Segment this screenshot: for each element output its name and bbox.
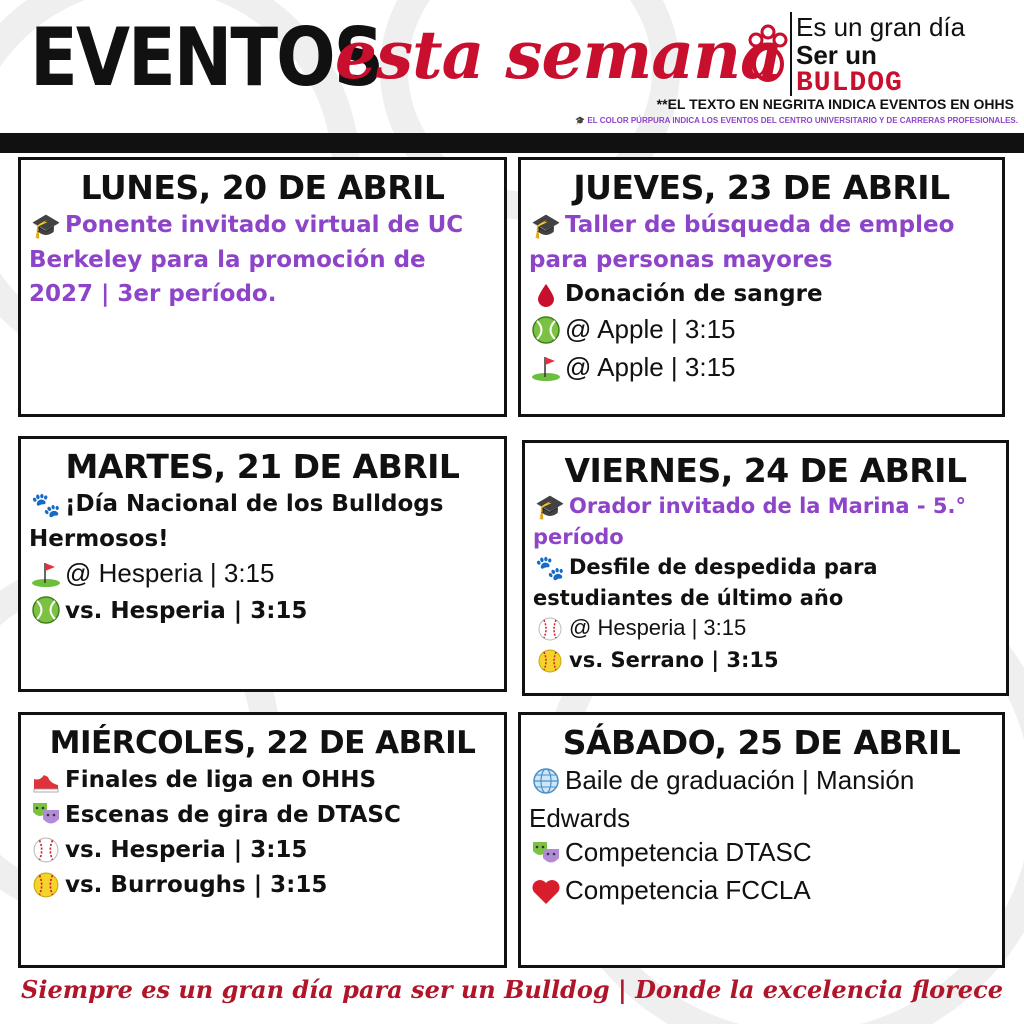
- event-item: [533, 552, 998, 613]
- event-text: @ Apple | 3:15: [565, 314, 736, 344]
- paw-prints-icon: 🐾: [535, 554, 565, 582]
- header-divider-bar: [0, 133, 1024, 153]
- event-item: [529, 835, 994, 873]
- event-text: Finales de liga en OHHS: [65, 767, 377, 793]
- event-item: [29, 798, 496, 833]
- event-item: [29, 594, 496, 629]
- day-title: SÁBADO, 25 DE ABRIL: [562, 723, 961, 762]
- day-card-wednesday: [18, 712, 507, 968]
- tennis-ball-icon: [529, 316, 563, 350]
- title-eventos: EVENTOS: [30, 10, 383, 105]
- logo-ser-un: Ser un: [796, 40, 877, 70]
- event-item: [29, 487, 496, 556]
- paw-prints-icon: 🐾: [31, 491, 61, 519]
- event-text: vs. Hesperia | 3:15: [65, 598, 308, 624]
- event-text: Competencia DTASC: [565, 837, 812, 867]
- event-text: Baile de graduación | Mansión Edwards: [529, 765, 915, 833]
- event-text: @ Hesperia | 3:15: [65, 558, 275, 588]
- day-card-thursday: [518, 157, 1005, 417]
- event-item: [29, 208, 496, 311]
- softball-icon: [29, 869, 63, 903]
- day-card-tuesday: [18, 436, 507, 692]
- event-text: Escenas de gira de DTASC: [65, 802, 401, 828]
- day-card-monday: [18, 157, 507, 417]
- event-item: [29, 868, 496, 903]
- event-text: Donación de sangre: [565, 281, 823, 307]
- bold-legend-note: **EL TEXTO EN NEGRITA INDICA EVENTOS EN OHHS: [656, 96, 1014, 112]
- purple-legend-note: 🎓 EL COLOR PÚRPURA INDICA LOS EVENTOS DEL CENTRO UNIVERSITARIO Y DE CARRERAS PROFESIONALES.: [575, 116, 1018, 125]
- day-title: VIERNES, 24 DE ABRIL: [564, 451, 967, 490]
- event-item: [29, 833, 496, 868]
- event-text: Orador invitado de la Marina - 5.° período: [533, 494, 966, 549]
- golf-flag-icon: [529, 354, 563, 388]
- logo-tagline: Es un gran día: [796, 12, 966, 42]
- title-esta-semana: esta semana: [335, 16, 782, 94]
- event-text: Ponente invitado virtual de UC Berkeley para la promoción de 2027 | 3er período.: [29, 212, 464, 307]
- golf-flag-icon: [29, 560, 63, 594]
- event-text: Desfile de despedida para estudiantes de último año: [533, 555, 878, 610]
- day-title: JUEVES, 23 DE ABRIL: [573, 168, 950, 207]
- event-item: [529, 208, 994, 277]
- event-text: Taller de búsqueda de empleo para personas mayores: [529, 212, 955, 273]
- theater-masks-icon: [529, 839, 563, 873]
- baseball-icon: [29, 834, 63, 868]
- event-item: [529, 763, 994, 835]
- day-title: MIÉRCOLES, 22 DE ABRIL: [49, 725, 476, 761]
- logo-divider: [790, 12, 792, 96]
- event-text: vs. Serrano | 3:15: [569, 648, 779, 672]
- day-title: LUNES, 20 DE ABRIL: [80, 168, 445, 207]
- running-shoe-icon: [29, 764, 63, 798]
- event-text: ¡Día Nacional de los Bulldogs Hermosos!: [29, 491, 444, 552]
- graduation-cap-icon: 🎓: [535, 493, 565, 521]
- blood-drop-icon: [529, 278, 563, 312]
- tennis-ball-icon: [29, 595, 63, 629]
- globe-icon: [529, 767, 563, 801]
- graduation-cap-icon: 🎓: [531, 212, 561, 240]
- event-item: [533, 645, 998, 676]
- bulldog-logo: [748, 10, 978, 100]
- paw-logo-icon: [748, 18, 788, 88]
- softball-icon: [533, 646, 567, 676]
- theater-masks-icon: [29, 799, 63, 833]
- day-card-friday: [522, 440, 1009, 696]
- event-text: @ Apple | 3:15: [565, 352, 736, 382]
- baseball-icon: [533, 615, 567, 645]
- event-text: @ Hesperia | 3:15: [569, 615, 747, 640]
- event-item: [529, 873, 994, 911]
- event-item: [529, 277, 994, 312]
- heart-icon: [529, 877, 563, 911]
- event-item: [533, 491, 998, 552]
- graduation-cap-icon: 🎓: [31, 212, 61, 240]
- event-item: [529, 312, 994, 350]
- event-item: [533, 613, 998, 645]
- event-text: Competencia FCCLA: [565, 875, 811, 905]
- event-text: vs. Burroughs | 3:15: [65, 872, 328, 898]
- logo-buldog: BULDOG: [796, 68, 903, 99]
- event-item: [529, 350, 994, 388]
- event-item: [29, 763, 496, 798]
- day-card-saturday: [518, 712, 1005, 968]
- event-item: [29, 556, 496, 594]
- footer-slogan: Siempre es un gran día para ser un Bulldog | Donde la excelencia florece: [21, 975, 1003, 1004]
- event-text: vs. Hesperia | 3:15: [65, 837, 308, 863]
- day-title: MARTES, 21 DE ABRIL: [65, 447, 460, 486]
